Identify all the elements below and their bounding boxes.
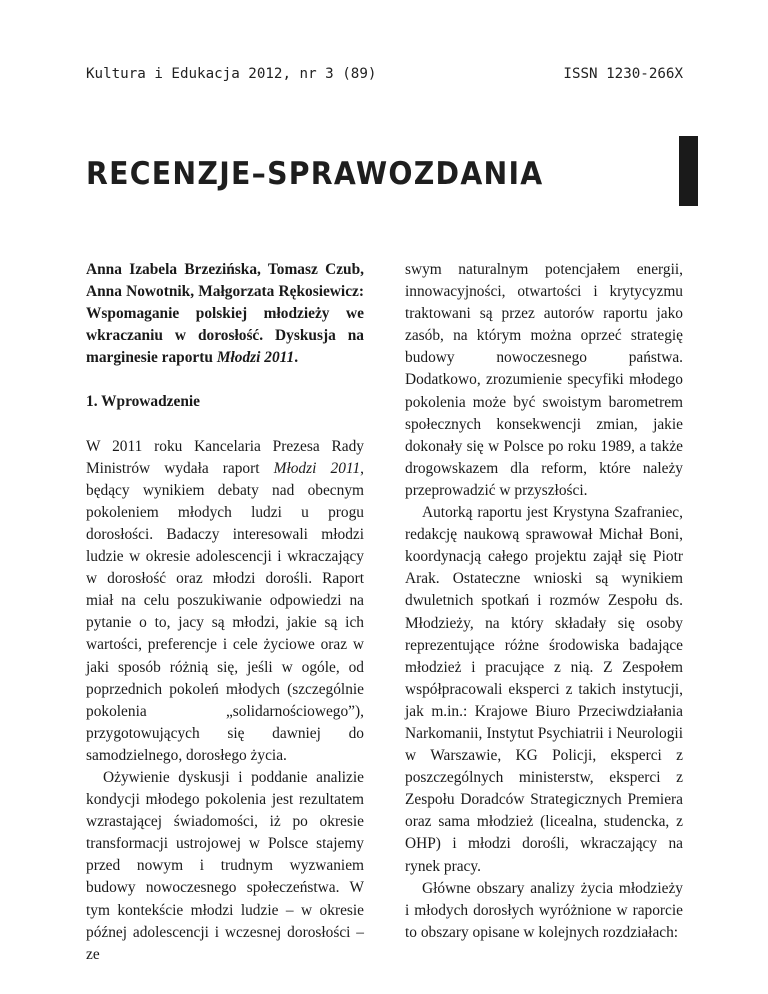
- article-authors-title: Anna Izabela Brzezińska, Tomasz Czub, Anna Nowotnik, Małgorzata Rękosiewicz: Wspomaganie polskiej młodzieży we wkraczaniu w dorosłość. Dyskusja na marginesie raportu: [86, 261, 364, 367]
- section-subheading: 1. Wprowadzenie: [86, 393, 201, 411]
- right-column: [405, 259, 683, 944]
- article-title-end: .: [294, 349, 299, 367]
- issn-header: ISSN 1230-266X: [563, 66, 683, 82]
- section-marker-bar: [679, 136, 698, 206]
- paragraph-1-italic: Młodzi 2011: [273, 459, 361, 477]
- left-column: [86, 259, 364, 966]
- paragraph-1-start: W 2011 roku Kancelaria Prezesa Rady Ministrów wydała raport: [86, 437, 364, 477]
- article-heading: [86, 259, 364, 369]
- paragraph-4: Autorką raportu jest Krystyna Szafraniec, redakcję naukową sprawował Michał Boni, koordynacją całego projektu zajął się Piotr Arak. Ostateczne wnioski są wynikiem dwuletnich spotkań i rozmów Zespołu ds. Młodzieży, na który składały się osoby reprezentujące różne środowiska badające młodzież i pracujące z nią. Z Zespołem współpracowali eksperci z takich instytucji, jak m.in.: Krajowe Biuro Przeciwdziałania Narkomanii, Instytut Psychiatrii i Neurologii w Warszawie, KG Policji, eksperci z poszczególnych ministerstw, eksperci z Zespołu Doradców Strategicznych Premiera oraz sama młodzież (licealna, studencka, z OHP) i młodzi dorośli, wkraczający na rynek pracy.: [405, 504, 683, 875]
- paragraph-5: Główne obszary analizy życia młodzieży i młodych dorosłych wyróżnione w raporcie to obszary opisane w kolejnych rozdziałach:: [405, 879, 683, 941]
- paragraph-2: Ożywienie dyskusji i poddanie analizie kondycji młodego pokolenia jest rezultatem wzrastającej świadomości, iż po okresie transformacji ustrojowej w Polsce stajemy przed nowym i trudnym wyzwaniem budowy nowoczesnego społeczeństwa. W tym kontekście młodzi ludzie – w okresie późnej adolescencji i wczesnej dorosłości – ze: [86, 768, 364, 963]
- article-title-italic: Młodzi 2011: [216, 349, 295, 367]
- journal-header: Kultura i Edukacja 2012, nr 3 (89): [86, 66, 377, 82]
- paragraph-1-rest: , będący wynikiem debaty nad obecnym pokoleniem młodych ludzi u progu dorosłości. Badaczy interesowali młodzi ludzie w okresie adolescencji i wkraczający w dorosłość oraz młodzi dorośli. Raport miał na celu poszukiwanie odpowiedzi na pytanie o to, jacy są młodzi, jakie są ich wartości, preferencje i cele życiowe oraz w jaki sposób różnią się, jeśli w ogóle, od poprzednich pokoleń młodych (szczególnie pokolenia „solidarnościowego”), przygotowujących się dawniej do samodzielnego, dorosłego życia.: [86, 459, 364, 764]
- paragraph-3: swym naturalnym potencjałem energii, innowacyjności, otwartości i krytycyzmu traktowani są przez autorów raportu jako zasób, na którym można oprzeć strategię budowy nowoczesnego państwa. Dodatkowo, zrozumienie specyfiki młodego pokolenia może być swoistym barometrem społecznych konsekwencji zmian, jakie dokonały się w Polsce po roku 1989, a także drogowskazem dla reform, które należy przeprowadzić w przyszłości.: [405, 261, 683, 499]
- section-title: RECENZJE–SPRAWOZDANIA: [86, 156, 544, 192]
- paragraph-1: [86, 436, 364, 767]
